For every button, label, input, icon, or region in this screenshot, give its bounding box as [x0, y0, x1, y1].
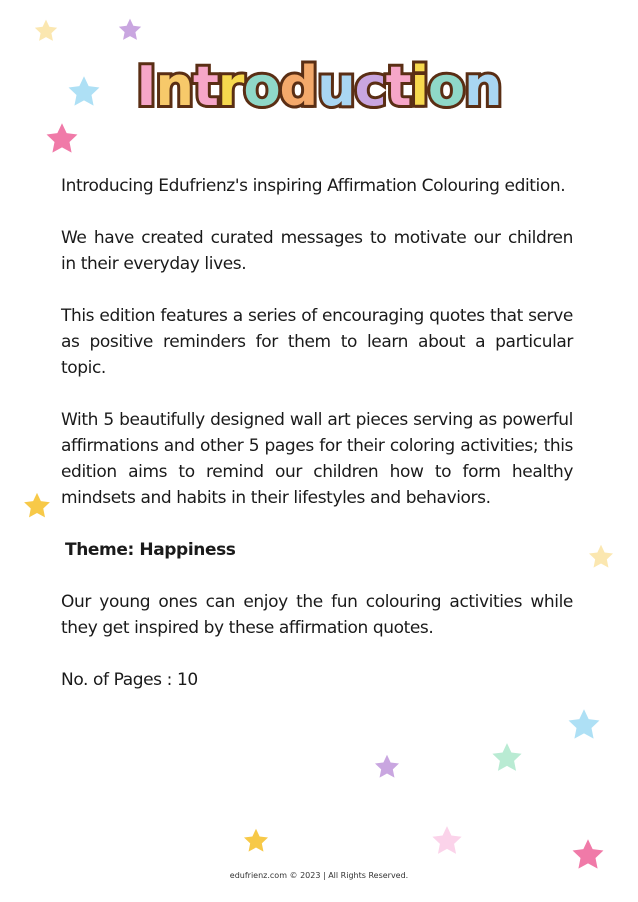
star-icon — [22, 491, 52, 521]
star-icon — [242, 827, 270, 855]
title-letter: I — [136, 55, 156, 118]
title-letter: i — [410, 55, 429, 118]
theme-heading: Theme: Happiness — [65, 540, 236, 560]
star-icon — [490, 741, 524, 775]
title-letter: n — [464, 55, 502, 118]
page-title-text — [136, 55, 501, 118]
star-icon — [44, 121, 80, 157]
star-icon — [566, 707, 602, 743]
intro-paragraph-4: With 5 beautifully designed wall art pieces serving as powerful affirmations and other 5 pages for their coloring activities; this edition aims to remind our children how to form healthy mindsets and habits in their lifestyles and behaviors. — [61, 410, 573, 508]
intro-body — [61, 173, 573, 719]
intro-paragraph-5: Our young ones can enjoy the fun colouring activities while they get inspired by these affirmation quotes. — [61, 592, 573, 638]
star-icon — [570, 837, 606, 873]
title-letter: r — [217, 55, 244, 118]
title-letter: o — [243, 55, 280, 118]
title-letter: u — [317, 55, 355, 118]
title-letter: o — [428, 55, 465, 118]
intro-paragraph-1: Introducing Edufrienz's inspiring Affirmation Colouring edition. — [61, 176, 566, 196]
title-letter: d — [279, 55, 318, 118]
title-letter: c — [354, 55, 386, 118]
star-icon — [66, 74, 102, 110]
star-icon — [587, 543, 615, 571]
title-letter: t — [192, 55, 218, 118]
star-icon — [430, 824, 464, 858]
star-icon — [117, 17, 143, 43]
intro-paragraph-3: This edition features a series of encouraging quotes that serve as positive reminders for them to learn about a particular topic. — [61, 306, 573, 378]
page-count: No. of Pages : 10 — [61, 670, 198, 690]
title-letter: t — [385, 55, 411, 118]
footer-copyright: edufrienz.com © 2023 | All Rights Reserved. — [229, 871, 409, 880]
star-icon — [373, 753, 401, 781]
star-icon — [33, 18, 59, 44]
title-letter: n — [155, 55, 193, 118]
intro-paragraph-2: We have created curated messages to motivate our children in their everyday lives. — [61, 228, 573, 274]
